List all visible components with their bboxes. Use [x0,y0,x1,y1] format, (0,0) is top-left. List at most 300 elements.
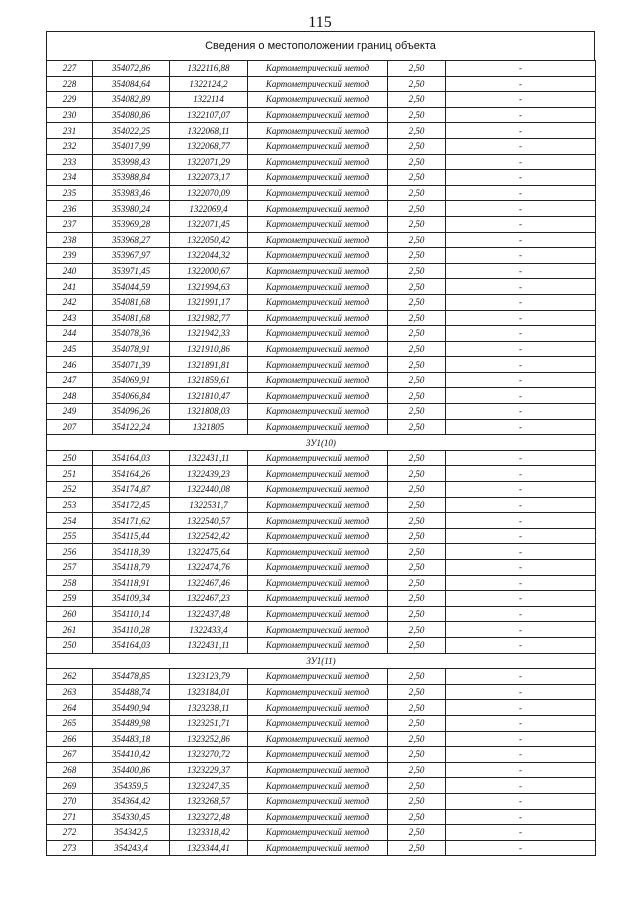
x-coordinate-cell: 354410,42 [93,747,170,763]
x-coordinate-cell: 354342,5 [93,825,170,841]
description-cell: - [446,591,596,607]
x-coordinate-cell: 354081,68 [93,310,170,326]
point-number-cell: 259 [47,591,93,607]
method-cell: Картометрический метод [248,575,388,591]
table-row [47,232,596,248]
description-cell: - [446,715,596,731]
x-coordinate-cell: 354022,25 [93,123,170,139]
point-number-cell: 242 [47,294,93,310]
method-cell: Картометрический метод [248,731,388,747]
description-cell: - [446,513,596,529]
description-cell: - [446,482,596,498]
precision-cell: 2,50 [388,778,446,794]
x-coordinate-cell: 354066,84 [93,388,170,404]
method-cell: Картометрический метод [248,123,388,139]
x-coordinate-cell: 354110,28 [93,622,170,638]
precision-cell: 2,50 [388,637,446,653]
x-coordinate-cell: 353988,84 [93,170,170,186]
y-coordinate-cell: 1323251,71 [170,715,248,731]
description-cell: - [446,326,596,342]
description-cell: - [446,232,596,248]
y-coordinate-cell: 1322542,42 [170,528,248,544]
table-row [47,61,596,77]
x-coordinate-cell: 353998,43 [93,154,170,170]
description-cell: - [446,92,596,108]
method-cell: Картометрический метод [248,419,388,435]
y-coordinate-cell: 1322050,42 [170,232,248,248]
y-coordinate-cell: 1323123,79 [170,669,248,685]
precision-cell: 2,50 [388,809,446,825]
precision-cell: 2,50 [388,154,446,170]
table-row [47,123,596,139]
y-coordinate-cell: 1322044,32 [170,248,248,264]
table-row [47,560,596,576]
method-cell: Картометрический метод [248,92,388,108]
table-row [47,825,596,841]
description-cell: - [446,840,596,856]
table-row [47,92,596,108]
precision-cell: 2,50 [388,560,446,576]
method-cell: Картометрический метод [248,326,388,342]
x-coordinate-cell: 353968,27 [93,232,170,248]
x-coordinate-cell: 354164,03 [93,450,170,466]
point-number-cell: 207 [47,419,93,435]
description-cell: - [446,185,596,201]
point-number-cell: 236 [47,201,93,217]
y-coordinate-cell: 1322070,09 [170,185,248,201]
x-coordinate-cell: 354172,45 [93,497,170,513]
point-number-cell: 266 [47,731,93,747]
y-coordinate-cell: 1321994,63 [170,279,248,295]
description-cell: - [446,388,596,404]
point-number-cell: 270 [47,793,93,809]
x-coordinate-cell: 354118,79 [93,560,170,576]
description-cell: - [446,76,596,92]
description-cell: - [446,747,596,763]
table-row [47,528,596,544]
method-cell: Картометрический метод [248,560,388,576]
x-coordinate-cell: 354171,62 [93,513,170,529]
method-cell: Картометрический метод [248,154,388,170]
y-coordinate-cell: 1323247,35 [170,778,248,794]
method-cell: Картометрический метод [248,388,388,404]
point-number-cell: 228 [47,76,93,92]
method-cell: Картометрический метод [248,762,388,778]
y-coordinate-cell: 1321910,86 [170,341,248,357]
table-row [47,419,596,435]
table-header-title: Сведения о местоположении границ объекта [46,31,595,60]
point-number-cell: 239 [47,248,93,264]
y-coordinate-cell: 1322467,46 [170,575,248,591]
precision-cell: 2,50 [388,279,446,295]
section-label: ЗУ1(11) [47,653,596,669]
x-coordinate-cell: 354080,86 [93,107,170,123]
point-number-cell: 248 [47,388,93,404]
description-cell: - [446,793,596,809]
precision-cell: 2,50 [388,606,446,622]
point-number-cell: 262 [47,669,93,685]
table-row [47,372,596,388]
y-coordinate-cell: 1322433,4 [170,622,248,638]
description-cell: - [446,762,596,778]
method-cell: Картометрический метод [248,61,388,77]
table-row [47,622,596,638]
x-coordinate-cell: 354071,39 [93,357,170,373]
description-cell: - [446,154,596,170]
y-coordinate-cell: 1322114 [170,92,248,108]
y-coordinate-cell: 1322069,4 [170,201,248,217]
point-number-cell: 253 [47,497,93,513]
y-coordinate-cell: 1322116,88 [170,61,248,77]
description-cell: - [446,404,596,420]
method-cell: Картометрический метод [248,840,388,856]
x-coordinate-cell: 354489,98 [93,715,170,731]
point-number-cell: 273 [47,840,93,856]
y-coordinate-cell: 1322068,77 [170,138,248,154]
precision-cell: 2,50 [388,170,446,186]
precision-cell: 2,50 [388,123,446,139]
table-row [47,170,596,186]
description-cell: - [446,778,596,794]
point-number-cell: 263 [47,684,93,700]
x-coordinate-cell: 354478,85 [93,669,170,685]
table-row [47,357,596,373]
table-row [47,404,596,420]
table-row [47,466,596,482]
y-coordinate-cell: 1322540,57 [170,513,248,529]
x-coordinate-cell: 354081,68 [93,294,170,310]
y-coordinate-cell: 1323344,41 [170,840,248,856]
table-row [47,591,596,607]
precision-cell: 2,50 [388,341,446,357]
point-number-cell: 241 [47,279,93,295]
description-cell: - [446,61,596,77]
y-coordinate-cell: 1322068,11 [170,123,248,139]
table-row [47,185,596,201]
precision-cell: 2,50 [388,497,446,513]
precision-cell: 2,50 [388,793,446,809]
table-row [47,138,596,154]
point-number-cell: 238 [47,232,93,248]
y-coordinate-cell: 1323268,57 [170,793,248,809]
point-number-cell: 244 [47,326,93,342]
x-coordinate-cell: 354118,91 [93,575,170,591]
method-cell: Картометрический метод [248,263,388,279]
y-coordinate-cell: 1321810,47 [170,388,248,404]
table-row [47,294,596,310]
precision-cell: 2,50 [388,528,446,544]
description-cell: - [446,606,596,622]
point-number-cell: 254 [47,513,93,529]
method-cell: Картометрический метод [248,372,388,388]
point-number-cell: 256 [47,544,93,560]
y-coordinate-cell: 1322000,67 [170,263,248,279]
precision-cell: 2,50 [388,747,446,763]
description-cell: - [446,170,596,186]
description-cell: - [446,107,596,123]
description-cell: - [446,419,596,435]
table-row [47,606,596,622]
y-coordinate-cell: 1323184,01 [170,684,248,700]
method-cell: Картометрический метод [248,185,388,201]
y-coordinate-cell: 1322437,48 [170,606,248,622]
x-coordinate-cell: 354359,5 [93,778,170,794]
x-coordinate-cell: 354115,44 [93,528,170,544]
table-row [47,107,596,123]
precision-cell: 2,50 [388,731,446,747]
table-row [47,482,596,498]
description-cell: - [446,310,596,326]
method-cell: Картометрический метод [248,606,388,622]
method-cell: Картометрический метод [248,248,388,264]
x-coordinate-cell: 354490,94 [93,700,170,716]
x-coordinate-cell: 354069,91 [93,372,170,388]
x-coordinate-cell: 354017,99 [93,138,170,154]
coordinates-table [46,60,596,856]
table-row [47,513,596,529]
description-cell: - [446,201,596,217]
y-coordinate-cell: 1321891,81 [170,357,248,373]
table-row [47,731,596,747]
x-coordinate-cell: 354364,42 [93,793,170,809]
y-coordinate-cell: 1321808,03 [170,404,248,420]
description-cell: - [446,809,596,825]
table-row [47,450,596,466]
description-cell: - [446,357,596,373]
method-cell: Картометрический метод [248,201,388,217]
x-coordinate-cell: 354078,36 [93,326,170,342]
point-number-cell: 251 [47,466,93,482]
precision-cell: 2,50 [388,310,446,326]
x-coordinate-cell: 353969,28 [93,216,170,232]
table-row [47,76,596,92]
table-row [47,637,596,653]
description-cell: - [446,372,596,388]
point-number-cell: 268 [47,762,93,778]
description-cell: - [446,669,596,685]
description-cell: - [446,216,596,232]
y-coordinate-cell: 1322073,17 [170,170,248,186]
precision-cell: 2,50 [388,107,446,123]
y-coordinate-cell: 1322431,11 [170,637,248,653]
precision-cell: 2,50 [388,372,446,388]
section-row [47,653,596,669]
y-coordinate-cell: 1322071,29 [170,154,248,170]
point-number-cell: 258 [47,575,93,591]
precision-cell: 2,50 [388,185,446,201]
precision-cell: 2,50 [388,450,446,466]
y-coordinate-cell: 1321982,77 [170,310,248,326]
method-cell: Картометрический метод [248,669,388,685]
section-row [47,435,596,451]
precision-cell: 2,50 [388,326,446,342]
point-number-cell: 257 [47,560,93,576]
point-number-cell: 240 [47,263,93,279]
point-number-cell: 227 [47,61,93,77]
y-coordinate-cell: 1322439,23 [170,466,248,482]
description-cell: - [446,294,596,310]
x-coordinate-cell: 354078,91 [93,341,170,357]
y-coordinate-cell: 1322431,11 [170,450,248,466]
y-coordinate-cell: 1323272,48 [170,809,248,825]
y-coordinate-cell: 1322474,76 [170,560,248,576]
precision-cell: 2,50 [388,294,446,310]
table-row [47,575,596,591]
y-coordinate-cell: 1323238,11 [170,700,248,716]
table-row [47,326,596,342]
description-cell: - [446,466,596,482]
y-coordinate-cell: 1321991,17 [170,294,248,310]
y-coordinate-cell: 1322124,2 [170,76,248,92]
method-cell: Картометрический метод [248,450,388,466]
precision-cell: 2,50 [388,622,446,638]
point-number-cell: 255 [47,528,93,544]
table-row [47,310,596,326]
precision-cell: 2,50 [388,404,446,420]
table-row [47,154,596,170]
y-coordinate-cell: 1321942,33 [170,326,248,342]
description-cell: - [446,825,596,841]
point-number-cell: 235 [47,185,93,201]
precision-cell: 2,50 [388,575,446,591]
x-coordinate-cell: 354096,26 [93,404,170,420]
precision-cell: 2,50 [388,388,446,404]
table-row [47,669,596,685]
table-row [47,388,596,404]
method-cell: Картометрический метод [248,684,388,700]
table-row [47,263,596,279]
description-cell: - [446,731,596,747]
point-number-cell: 267 [47,747,93,763]
table-row [47,544,596,560]
x-coordinate-cell: 354483,18 [93,731,170,747]
method-cell: Картометрический метод [248,497,388,513]
point-number-cell: 232 [47,138,93,154]
point-number-cell: 247 [47,372,93,388]
x-coordinate-cell: 353983,46 [93,185,170,201]
precision-cell: 2,50 [388,92,446,108]
point-number-cell: 250 [47,637,93,653]
x-coordinate-cell: 353971,45 [93,263,170,279]
method-cell: Картометрический метод [248,107,388,123]
y-coordinate-cell: 1323252,86 [170,731,248,747]
y-coordinate-cell: 1323229,37 [170,762,248,778]
table-row [47,248,596,264]
point-number-cell: 245 [47,341,93,357]
table-row [47,279,596,295]
table-row [47,778,596,794]
table-row [47,216,596,232]
x-coordinate-cell: 353967,97 [93,248,170,264]
table-row [47,201,596,217]
description-cell: - [446,450,596,466]
point-number-cell: 234 [47,170,93,186]
precision-cell: 2,50 [388,201,446,217]
y-coordinate-cell: 1323318,42 [170,825,248,841]
method-cell: Картометрический метод [248,232,388,248]
y-coordinate-cell: 1321859,61 [170,372,248,388]
point-number-cell: 271 [47,809,93,825]
x-coordinate-cell: 354400,86 [93,762,170,778]
x-coordinate-cell: 354082,89 [93,92,170,108]
precision-cell: 2,50 [388,466,446,482]
precision-cell: 2,50 [388,263,446,279]
point-number-cell: 230 [47,107,93,123]
point-number-cell: 233 [47,154,93,170]
table-row [47,793,596,809]
point-number-cell: 229 [47,92,93,108]
y-coordinate-cell: 1322475,64 [170,544,248,560]
boundary-sheet [46,31,595,856]
point-number-cell: 237 [47,216,93,232]
precision-cell: 2,50 [388,138,446,154]
point-number-cell: 250 [47,450,93,466]
table-row [47,762,596,778]
point-number-cell: 272 [47,825,93,841]
point-number-cell: 249 [47,404,93,420]
table-row [47,840,596,856]
method-cell: Картометрический метод [248,310,388,326]
point-number-cell: 260 [47,606,93,622]
description-cell: - [446,575,596,591]
precision-cell: 2,50 [388,669,446,685]
x-coordinate-cell: 354118,39 [93,544,170,560]
precision-cell: 2,50 [388,61,446,77]
method-cell: Картометрический метод [248,279,388,295]
x-coordinate-cell: 354122,24 [93,419,170,435]
description-cell: - [446,700,596,716]
precision-cell: 2,50 [388,591,446,607]
precision-cell: 2,50 [388,357,446,373]
x-coordinate-cell: 354084,64 [93,76,170,92]
method-cell: Картометрический метод [248,341,388,357]
x-coordinate-cell: 354109,34 [93,591,170,607]
point-number-cell: 269 [47,778,93,794]
method-cell: Картометрический метод [248,825,388,841]
y-coordinate-cell: 1322440,08 [170,482,248,498]
method-cell: Картометрический метод [248,482,388,498]
point-number-cell: 243 [47,310,93,326]
method-cell: Картометрический метод [248,793,388,809]
precision-cell: 2,50 [388,544,446,560]
method-cell: Картометрический метод [248,294,388,310]
description-cell: - [446,528,596,544]
precision-cell: 2,50 [388,715,446,731]
y-coordinate-cell: 1322467,23 [170,591,248,607]
table-row [47,747,596,763]
x-coordinate-cell: 354164,03 [93,637,170,653]
x-coordinate-cell: 354072,86 [93,61,170,77]
point-number-cell: 265 [47,715,93,731]
description-cell: - [446,138,596,154]
point-number-cell: 246 [47,357,93,373]
precision-cell: 2,50 [388,216,446,232]
table-row [47,497,596,513]
description-cell: - [446,684,596,700]
method-cell: Картометрический метод [248,544,388,560]
y-coordinate-cell: 1321805 [170,419,248,435]
y-coordinate-cell: 1322071,45 [170,216,248,232]
precision-cell: 2,50 [388,513,446,529]
method-cell: Картометрический метод [248,216,388,232]
y-coordinate-cell: 1323270,72 [170,747,248,763]
precision-cell: 2,50 [388,700,446,716]
method-cell: Картометрический метод [248,778,388,794]
description-cell: - [446,544,596,560]
precision-cell: 2,50 [388,482,446,498]
table-row [47,715,596,731]
x-coordinate-cell: 354044,59 [93,279,170,295]
